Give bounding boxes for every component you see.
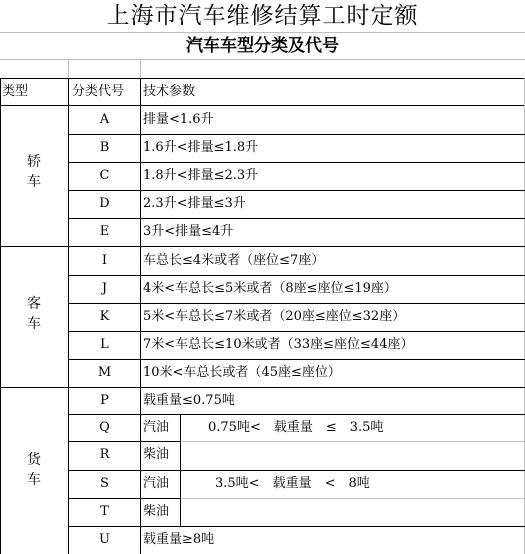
code-c: C [99,168,110,183]
group-label-line: 轿 [27,154,41,170]
param-d: 2.3升<排量≤3升 [143,196,246,211]
code-m: M [97,365,112,380]
param-j: 4米<车总长≤5米或者（8座≤座位≤19座） [143,281,397,296]
row-line [180,441,525,442]
group-border [0,246,525,247]
fuel-q: 汽油 [143,420,170,435]
group-label-line: 货 [27,452,41,468]
group-label-line: 车 [27,174,41,190]
fuel-column-line [180,414,181,526]
header-code: 分类代号 [72,84,125,99]
code-e: E [99,224,110,239]
code-r: R [99,447,110,462]
fuel-s: 汽油 [143,476,170,491]
header-type: 类型 [2,84,29,99]
code-l: L [100,337,109,352]
code-u: U [99,532,110,547]
param-m: 10米<车总长或者（45座≤座位） [143,365,341,380]
param-i: 车总长≤4米或者（座位≤7座） [143,253,325,268]
code-p: P [100,393,109,408]
code-k: K [99,309,110,324]
param-c: 1.8升<排量≤2.3升 [143,168,259,183]
fuel-t: 柴油 [143,504,170,519]
code-j: J [101,281,108,296]
column-line [140,78,141,554]
param-a: 排量<1.6升 [143,112,214,127]
param-e: 3升<排量≤4升 [143,224,234,239]
code-s: S [100,476,109,491]
grid-line [0,59,525,60]
code-t: T [100,504,109,519]
group-label-line: 车 [27,472,41,488]
header-border-bottom [0,105,525,106]
grid-line [68,59,69,78]
group-label-sedan [1,152,67,192]
page-title: 上海市汽车维修结算工时定额 [106,3,419,29]
code-a: A [99,112,110,127]
row-line [180,498,525,499]
param-q: 0.75吨< 载重量 ≤ 3.5吨 [208,420,384,435]
fuel-r: 柴油 [143,447,170,462]
code-b: B [99,140,110,155]
code-i: I [101,253,108,268]
header-param: 技术参数 [143,84,196,99]
code-d: D [99,196,110,211]
group-label-line: 车 [27,316,41,332]
param-u: 载重量≥8吨 [143,532,215,547]
param-k: 5米<车总长≤7米或者（20座≤座位≤32座） [143,309,406,324]
code-q: Q [99,420,110,435]
param-b: 1.6升<排量≤1.8升 [143,140,259,155]
grid-line [140,59,141,78]
param-s: 3.5吨< 载重量 < 8吨 [215,476,370,491]
group-label-truck [1,450,67,490]
param-l: 7米<车总长≤10米或者（33座≤座位≤44座） [143,337,414,352]
page-subtitle: 汽车车型分类及代号 [186,36,339,56]
group-label-passenger [1,294,67,334]
table-border-left [0,78,1,554]
group-label-line: 客 [27,296,41,312]
grid-line [0,32,525,33]
param-p: 载重量≤0.75吨 [143,393,235,408]
